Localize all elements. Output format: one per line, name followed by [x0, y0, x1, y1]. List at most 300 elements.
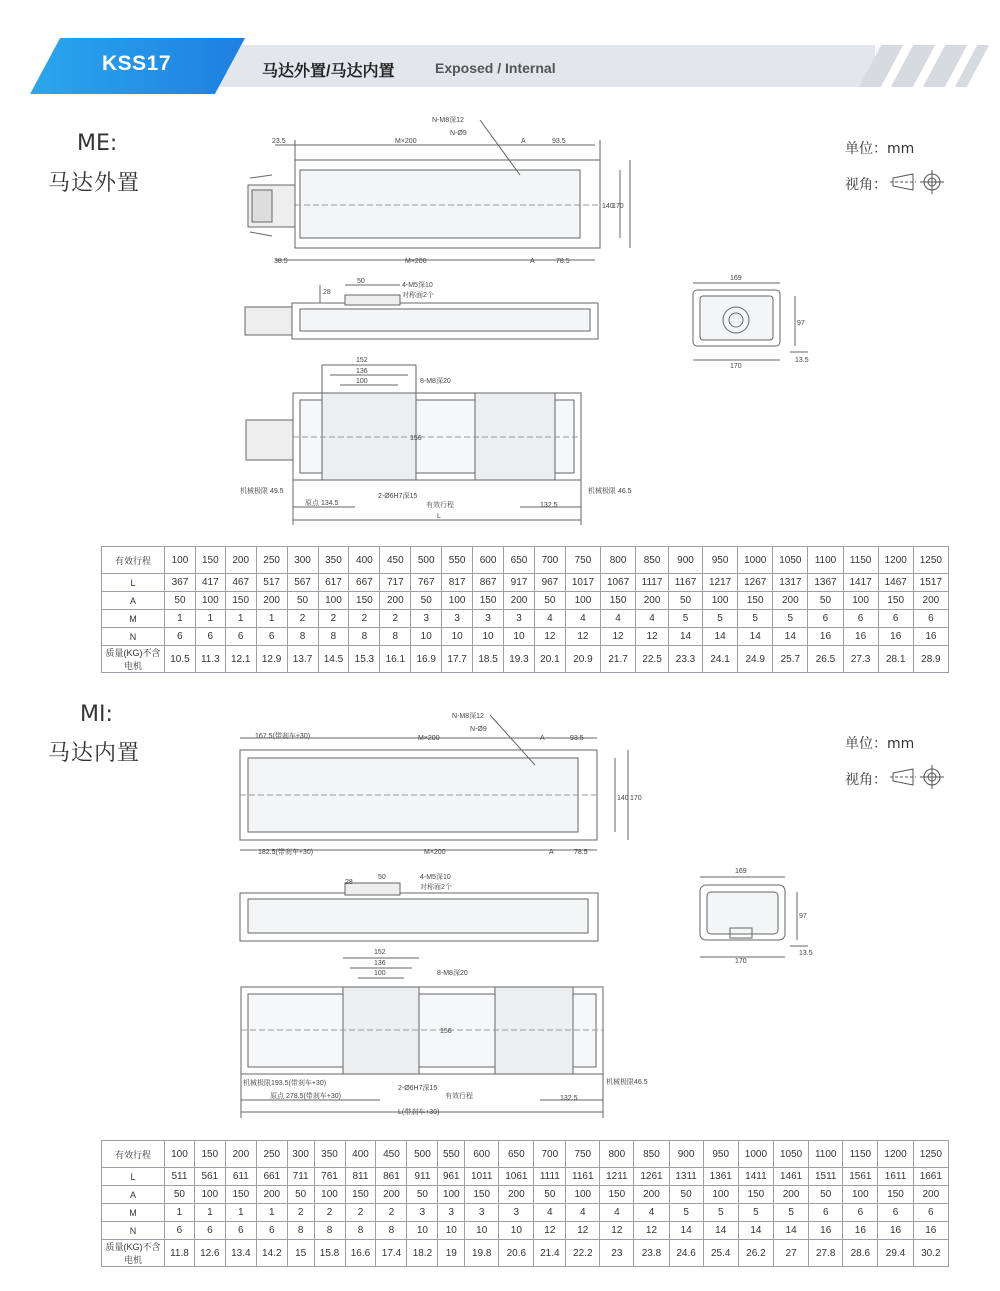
row-header: M	[102, 610, 165, 628]
table-cell: 717	[380, 574, 411, 592]
table-cell: 350	[318, 547, 349, 574]
table-cell: 967	[534, 574, 565, 592]
table-cell: 5	[738, 610, 773, 628]
dim-label: 170	[735, 958, 747, 965]
table-cell: 17.4	[376, 1240, 407, 1267]
table-cell: 817	[442, 574, 473, 592]
dim-label: 13.5	[799, 950, 813, 957]
table-cell: 2	[314, 1204, 345, 1222]
table-cell: 20.1	[534, 646, 565, 673]
table-row	[102, 574, 949, 592]
table-cell: 25.7	[773, 646, 808, 673]
table-cell: 6	[843, 1204, 878, 1222]
dim-label: 170	[730, 363, 742, 370]
table-cell: 6	[194, 1222, 225, 1240]
table-cell: 550	[438, 1141, 465, 1168]
table-cell: 10	[499, 1222, 534, 1240]
table-cell: 50	[669, 1186, 703, 1204]
table-cell: 6	[165, 628, 196, 646]
dim-label: 有效行程	[426, 502, 454, 509]
table-cell: 6	[878, 1204, 913, 1222]
dim-label: 132.5	[560, 1095, 578, 1102]
table-cell: 14.5	[318, 646, 349, 673]
table-cell: 200	[499, 1186, 534, 1204]
dim-label: 170	[630, 795, 642, 802]
table-cell: 10	[411, 628, 442, 646]
table-cell: 2	[376, 1204, 407, 1222]
table-cell: 30.2	[913, 1240, 948, 1267]
row-header: 有效行程	[102, 547, 165, 574]
table-cell: 200	[504, 592, 535, 610]
table-cell: 767	[411, 574, 442, 592]
table-cell: 150	[225, 1186, 256, 1204]
table-cell: 2	[349, 610, 380, 628]
dim-label: 93.5	[552, 138, 566, 145]
table-cell: 911	[407, 1168, 438, 1186]
table-cell: 10	[504, 628, 535, 646]
table-row	[102, 1186, 949, 1204]
table-cell: 661	[256, 1168, 287, 1186]
table-cell: 27.8	[809, 1240, 843, 1267]
table-cell: 1011	[465, 1168, 499, 1186]
dim-label: 97	[797, 320, 805, 327]
table-cell: 4	[534, 610, 565, 628]
table-cell: 14.2	[256, 1240, 287, 1267]
table-cell: 200	[913, 592, 948, 610]
dim-label: 167.5(带刹车+30)	[255, 733, 311, 740]
table-cell: 3	[411, 610, 442, 628]
table-cell: 23.8	[634, 1240, 669, 1267]
table-cell: 16.6	[345, 1240, 376, 1267]
table-cell: 14	[738, 1222, 773, 1240]
table-cell: 200	[256, 1186, 287, 1204]
row-header: N	[102, 1222, 165, 1240]
table-cell: 19	[438, 1240, 465, 1267]
table-cell: 750	[566, 1141, 600, 1168]
table-cell: 19.8	[465, 1240, 499, 1267]
table-cell: 16	[913, 1222, 948, 1240]
dim-label: N-Ø9	[470, 726, 487, 733]
table-cell: 26.5	[808, 646, 843, 673]
dim-label: 28	[345, 879, 353, 886]
table-cell: 10	[438, 1222, 465, 1240]
table-cell: 15.3	[349, 646, 380, 673]
table-cell: 16.9	[411, 646, 442, 673]
table-cell: 200	[913, 1186, 948, 1204]
table-cell: 6	[809, 1204, 843, 1222]
table-cell: 1	[256, 610, 287, 628]
table-cell: 400	[349, 547, 380, 574]
mi-end-view	[700, 877, 808, 957]
dim-label: 机械极限193.5(带刹车+30)	[243, 1080, 327, 1087]
dim-label: A	[549, 849, 554, 856]
table-cell: 950	[703, 1141, 738, 1168]
table-cell: 650	[499, 1141, 534, 1168]
table-cell: 11.3	[195, 646, 225, 673]
table-cell: 5	[669, 1204, 703, 1222]
table-cell: 850	[634, 1141, 669, 1168]
table-cell: 100	[195, 592, 225, 610]
row-header: L	[102, 574, 165, 592]
table-cell: 14	[738, 628, 773, 646]
table-cell: 50	[808, 592, 843, 610]
table-cell: 27	[774, 1240, 809, 1267]
table-cell: 1017	[565, 574, 600, 592]
table-cell: 2	[345, 1204, 376, 1222]
table-cell: 1	[225, 1204, 256, 1222]
table-row	[102, 1222, 949, 1240]
table-cell: 700	[534, 547, 565, 574]
dim-label: L(带刹车+30)	[398, 1109, 440, 1116]
table-cell: 10	[442, 628, 473, 646]
table-cell: 300	[287, 547, 318, 574]
table-cell: 8	[318, 628, 349, 646]
dim-label: 28	[323, 289, 331, 296]
table-row	[102, 610, 949, 628]
table-cell: 1117	[636, 574, 669, 592]
table-cell: 1511	[809, 1168, 843, 1186]
table-cell: 12	[566, 1222, 600, 1240]
dim-label: 38.5	[274, 258, 288, 265]
dim-label: M×200	[424, 849, 446, 856]
table-cell: 961	[438, 1168, 465, 1186]
table-cell: 4	[566, 1204, 600, 1222]
row-header: A	[102, 1186, 165, 1204]
table-cell: 1111	[534, 1168, 566, 1186]
table-cell: 5	[738, 1204, 773, 1222]
dim-label: N-Ø9	[450, 130, 467, 137]
dim-label: 140	[617, 795, 629, 802]
table-cell: 150	[601, 592, 636, 610]
model-title: KSS17	[102, 52, 172, 75]
table-cell: 150	[465, 1186, 499, 1204]
dim-label: 机械极限46.5	[606, 1079, 648, 1086]
table-cell: 550	[442, 547, 473, 574]
table-cell: 4	[534, 1204, 566, 1222]
table-cell: 350	[314, 1141, 345, 1168]
table-cell: 50	[287, 1186, 314, 1204]
table-cell: 12	[534, 628, 565, 646]
section-code: MI:	[80, 702, 113, 727]
table-cell: 100	[318, 592, 349, 610]
table-cell: 8	[287, 628, 318, 646]
dim-label: N-M8深12	[432, 117, 464, 124]
table-cell: 50	[407, 1186, 438, 1204]
table-cell: 600	[473, 547, 504, 574]
dim-label: 152	[374, 949, 386, 956]
table-cell: 50	[534, 1186, 566, 1204]
table-cell: 467	[225, 574, 256, 592]
dim-label: 原点 278.5(带刹车+30)	[270, 1093, 341, 1100]
table-cell: 50	[165, 592, 196, 610]
table-cell: 150	[194, 1141, 225, 1168]
table-cell: 1000	[738, 1141, 773, 1168]
row-header: N	[102, 628, 165, 646]
table-row	[102, 1240, 949, 1267]
dim-label: M×200	[418, 735, 440, 742]
table-cell: 18.5	[473, 646, 504, 673]
table-row	[102, 592, 949, 610]
dim-label: 50	[378, 874, 386, 881]
view-label: 视角：	[845, 772, 887, 788]
table-cell: 561	[194, 1168, 225, 1186]
dim-label: M×200	[395, 138, 417, 145]
table-cell: 12	[600, 1222, 634, 1240]
table-row	[102, 1141, 949, 1168]
table-cell: 611	[225, 1168, 256, 1186]
table-cell: 16	[843, 628, 878, 646]
table-cell: 200	[773, 592, 808, 610]
table-cell: 811	[345, 1168, 376, 1186]
table-cell: 24.1	[703, 646, 738, 673]
table-cell: 13.4	[225, 1240, 256, 1267]
table-cell: 1367	[808, 574, 843, 592]
table-cell: 8	[380, 628, 411, 646]
table-cell: 13.7	[287, 646, 318, 673]
dim-label: 100	[374, 970, 386, 977]
table-cell: 14	[773, 628, 808, 646]
dim-label: 8-M8深20	[420, 378, 451, 385]
table-cell: 8	[349, 628, 380, 646]
table-cell: 6	[225, 1222, 256, 1240]
dim-label: 169	[730, 275, 742, 282]
table-cell: 617	[318, 574, 349, 592]
table-cell: 4	[601, 610, 636, 628]
table-cell: 2	[380, 610, 411, 628]
table-cell: 1061	[499, 1168, 534, 1186]
table-cell: 6	[256, 1222, 287, 1240]
table-cell: 800	[601, 547, 636, 574]
table-cell: 5	[703, 610, 738, 628]
table-cell: 16	[808, 628, 843, 646]
dim-label: 136	[374, 960, 386, 967]
table-cell: 150	[345, 1186, 376, 1204]
table-cell: 100	[314, 1186, 345, 1204]
table-cell: 12	[601, 628, 636, 646]
subtitle-en: Exposed / Internal	[435, 60, 556, 76]
row-header: 质量(KG)不含电机	[102, 646, 165, 673]
table-cell: 1561	[843, 1168, 878, 1186]
table-cell: 1317	[773, 574, 808, 592]
mi-spec-table	[101, 1140, 949, 1267]
mi-side-view	[240, 883, 598, 941]
view-label: 视角：	[845, 177, 887, 193]
table-cell: 1361	[703, 1168, 738, 1186]
dim-label: 23.5	[272, 138, 286, 145]
table-cell: 1267	[738, 574, 773, 592]
table-cell: 10.5	[165, 646, 196, 673]
table-cell: 16	[878, 628, 913, 646]
table-cell: 29.4	[878, 1240, 913, 1267]
table-cell: 917	[504, 574, 535, 592]
table-cell: 6	[195, 628, 225, 646]
table-cell: 15.8	[314, 1240, 345, 1267]
table-cell: 200	[376, 1186, 407, 1204]
dim-label: 机械极限 46.5	[588, 488, 632, 495]
table-cell: 711	[287, 1168, 314, 1186]
table-cell: 1411	[738, 1168, 773, 1186]
table-cell: 400	[345, 1141, 376, 1168]
dim-label: N-M8深12	[452, 713, 484, 720]
table-cell: 28.6	[843, 1240, 878, 1267]
table-cell: 12.6	[194, 1240, 225, 1267]
table-cell: 1000	[738, 547, 773, 574]
dim-label: M×200	[405, 258, 427, 265]
table-row	[102, 1204, 949, 1222]
table-row	[102, 646, 949, 673]
table-cell: 8	[314, 1222, 345, 1240]
table-cell: 100	[565, 592, 600, 610]
table-cell: 1311	[669, 1168, 703, 1186]
table-cell: 1150	[843, 1141, 878, 1168]
table-cell: 1	[165, 1204, 195, 1222]
table-cell: 24.9	[738, 646, 773, 673]
table-cell: 800	[600, 1141, 634, 1168]
dim-label: 182.5(带刹车+30)	[258, 849, 314, 856]
table-cell: 500	[411, 547, 442, 574]
table-cell: 1517	[913, 574, 948, 592]
table-cell: 1	[256, 1204, 287, 1222]
table-cell: 21.7	[601, 646, 636, 673]
table-cell: 850	[636, 547, 669, 574]
table-cell: 367	[165, 574, 196, 592]
table-cell: 50	[165, 1186, 195, 1204]
table-cell: 11.8	[165, 1240, 195, 1267]
table-cell: 861	[376, 1168, 407, 1186]
table-cell: 250	[256, 547, 287, 574]
table-cell: 12	[565, 628, 600, 646]
table-row	[102, 628, 949, 646]
table-cell: 6	[843, 610, 878, 628]
table-row	[102, 1168, 949, 1186]
table-cell: 150	[195, 547, 225, 574]
table-cell: 6	[225, 628, 256, 646]
table-cell: 8	[345, 1222, 376, 1240]
table-cell: 100	[703, 1186, 738, 1204]
table-cell: 3	[442, 610, 473, 628]
table-cell: 5	[774, 1204, 809, 1222]
dim-label: 152	[356, 357, 368, 364]
table-cell: 1167	[669, 574, 703, 592]
table-cell: 150	[738, 1186, 773, 1204]
table-cell: 100	[165, 1141, 195, 1168]
dim-label: 4-M5深10	[402, 282, 433, 289]
table-cell: 650	[504, 547, 535, 574]
table-cell: 18.2	[407, 1240, 438, 1267]
dim-label: A	[540, 735, 545, 742]
table-cell: 3	[407, 1204, 438, 1222]
table-cell: 100	[438, 1186, 465, 1204]
section-code: ME:	[77, 131, 118, 156]
table-cell: 14	[774, 1222, 809, 1240]
table-cell: 50	[669, 592, 703, 610]
table-cell: 1250	[913, 1141, 948, 1168]
me-spec-table	[101, 546, 949, 673]
table-cell: 8	[287, 1222, 314, 1240]
table-cell: 12	[534, 1222, 566, 1240]
table-cell: 6	[913, 610, 948, 628]
table-cell: 1211	[600, 1168, 634, 1186]
table-cell: 450	[380, 547, 411, 574]
table-cell: 22.5	[636, 646, 669, 673]
table-cell: 4	[565, 610, 600, 628]
table-cell: 150	[878, 1186, 913, 1204]
table-cell: 1250	[913, 547, 948, 574]
table-cell: 20.9	[565, 646, 600, 673]
table-cell: 1200	[878, 1141, 913, 1168]
row-header: L	[102, 1168, 165, 1186]
table-cell: 16	[843, 1222, 878, 1240]
dim-label: 2-Ø6H7深15	[398, 1085, 438, 1092]
table-cell: 26.2	[738, 1240, 773, 1267]
table-cell: 1217	[703, 574, 738, 592]
dim-label: 156	[410, 435, 422, 442]
table-cell: 50	[809, 1186, 843, 1204]
table-cell: 250	[256, 1141, 287, 1168]
table-cell: 200	[774, 1186, 809, 1204]
table-cell: 6	[913, 1204, 948, 1222]
table-cell: 200	[225, 1141, 256, 1168]
dim-label: 140	[602, 203, 614, 210]
subtitle-cn: 马达外置/马达内置	[262, 63, 395, 80]
dim-label: A	[521, 138, 526, 145]
table-cell: 150	[473, 592, 504, 610]
table-cell: 12.9	[256, 646, 287, 673]
table-cell: 5	[669, 610, 703, 628]
dim-label: 169	[735, 868, 747, 875]
table-cell: 25.4	[703, 1240, 738, 1267]
table-cell: 1611	[878, 1168, 913, 1186]
table-cell: 3	[499, 1204, 534, 1222]
table-cell: 14	[669, 1222, 703, 1240]
table-cell: 3	[473, 610, 504, 628]
table-cell: 517	[256, 574, 287, 592]
dim-label: 原点 134.5	[305, 500, 339, 507]
table-cell: 28.9	[913, 646, 948, 673]
table-cell: 27.3	[843, 646, 878, 673]
table-cell: 10	[473, 628, 504, 646]
table-cell: 900	[669, 547, 703, 574]
row-header: A	[102, 592, 165, 610]
table-cell: 900	[669, 1141, 703, 1168]
table-cell: 100	[703, 592, 738, 610]
table-cell: 761	[314, 1168, 345, 1186]
table-cell: 150	[600, 1186, 634, 1204]
table-cell: 2	[318, 610, 349, 628]
table-cell: 19.3	[504, 646, 535, 673]
table-cell: 2	[287, 610, 318, 628]
dim-label: 4-M5深10	[420, 874, 451, 881]
table-cell: 6	[165, 1222, 195, 1240]
dim-label: 78.5	[574, 849, 588, 856]
table-cell: 50	[287, 592, 318, 610]
dim-label: L	[437, 513, 441, 520]
table-cell: 1200	[878, 547, 913, 574]
section-title: 马达内置	[48, 741, 141, 766]
table-cell: 417	[195, 574, 225, 592]
table-cell: 150	[878, 592, 913, 610]
table-cell: 22.2	[566, 1240, 600, 1267]
table-cell: 16	[809, 1222, 843, 1240]
table-cell: 150	[738, 592, 773, 610]
table-cell: 200	[636, 592, 669, 610]
table-cell: 6	[808, 610, 843, 628]
table-cell: 1	[194, 1204, 225, 1222]
table-cell: 16.1	[380, 646, 411, 673]
table-cell: 1261	[634, 1168, 669, 1186]
table-cell: 100	[165, 547, 196, 574]
table-cell: 17.7	[442, 646, 473, 673]
